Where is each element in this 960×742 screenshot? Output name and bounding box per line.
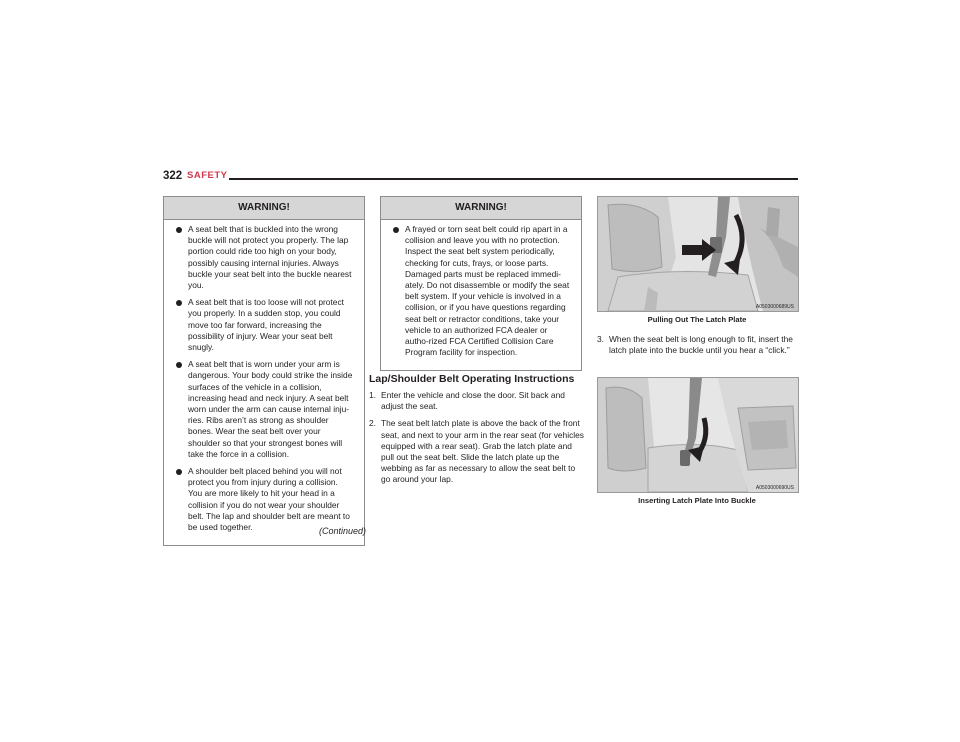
figure-code: A0503000690US — [755, 485, 794, 491]
warning-list — [381, 220, 581, 370]
instruction-steps-continued — [597, 334, 802, 356]
warning-box-left — [163, 196, 365, 546]
warning-box-middle — [380, 196, 582, 371]
step-number: 2. — [369, 418, 376, 429]
figure-caption: Inserting Latch Plate Into Buckle — [638, 496, 756, 505]
warning-item-text: A seat belt that is buckled into the wrong buckle will not protect you properly. The lap portion could ride too high on your body, possibly causing internal injuries. Always buckle your seat belt into the buckle nearest you. — [188, 224, 352, 291]
step-text: Enter the vehicle and close the door. Sit back and adjust the seat. — [381, 390, 565, 412]
instruction-step — [369, 390, 584, 412]
figure-pulling-latch-plate — [597, 196, 799, 312]
step-number: 3. — [597, 334, 604, 344]
continued-note: (Continued) — [318, 526, 366, 536]
section-title: SAFETY — [187, 170, 228, 181]
warning-list — [164, 220, 364, 545]
bullet-icon — [176, 227, 182, 233]
warning-item — [174, 224, 354, 291]
warning-item-text: A frayed or torn seat belt could rip apart in a collision and leave you with no protection. Inspect the seat belt system periodically, checking for cuts, frays, or loose parts. Damaged parts must be replaced immedi-ately. Do not disassemble or modify the seat belt system. If your vehicle is involved in a collision, or if you have questions regarding seat belt or retractor conditions, take your vehicle to an authorized FCA dealer or autho-rized FCA Certified Collision Care Program facility for inspection. — [405, 224, 570, 358]
instructions-heading: Lap/Shoulder Belt Operating Instructions — [369, 373, 575, 385]
page-number: 322 — [163, 170, 183, 182]
warning-item — [174, 359, 354, 460]
figure-caption: Pulling Out The Latch Plate — [647, 315, 747, 324]
step-text: The seat belt latch plate is above the back of the front seat, and next to your arm in the rear seat (for vehicles equipped with a rear seat). Grab the latch plate and pull out the seat belt. Slide the latch plate up the webbing as far as necessary to allow the seat belt to go around your lap. — [381, 418, 584, 485]
instruction-steps — [369, 390, 584, 492]
page-header — [163, 170, 798, 186]
warning-item — [174, 466, 354, 533]
bullet-icon — [176, 362, 182, 368]
warning-item-text: A shoulder belt placed behind you will not protect you from injury during a collision. You are more likely to hit your head in a collision if you do not wear your shoulder belt. The lap and shoulder belt are meant to be used together. — [188, 466, 350, 533]
instruction-step — [597, 334, 802, 356]
seat-belt-photo-1 — [598, 197, 798, 311]
header-rule — [229, 178, 798, 180]
figure-inserting-latch-plate — [597, 377, 799, 493]
figure-code: A0503000689US — [755, 304, 794, 310]
step-text: When the seat belt is long enough to fit, insert the latch plate into the buckle until you hear a “click.” — [609, 334, 793, 356]
seat-belt-photo-2 — [598, 378, 798, 492]
warning-title: WARNING! — [381, 197, 581, 220]
bullet-icon — [176, 469, 182, 475]
warning-item — [391, 224, 571, 358]
step-number: 1. — [369, 390, 376, 400]
instruction-step — [369, 418, 584, 485]
warning-item-text: A seat belt that is worn under your arm is dangerous. Your body could strike the inside surfaces of the vehicle in a collision, increasing head and neck injury. A seat belt worn under the arm can cause internal inju-ries. Ribs aren’t as strong as shoulder bones. Wear the seat belt over your shoulder so that your strongest bones will take the force in a collision. — [188, 359, 353, 459]
bullet-icon — [393, 227, 399, 233]
bullet-icon — [176, 300, 182, 306]
warning-item-text: A seat belt that is too loose will not protect you properly. In a sudden stop, you could move too far forward, increasing the possibility of injury. Wear your seat belt snugly. — [188, 297, 344, 353]
warning-item — [174, 297, 354, 353]
warning-title: WARNING! — [164, 197, 364, 220]
